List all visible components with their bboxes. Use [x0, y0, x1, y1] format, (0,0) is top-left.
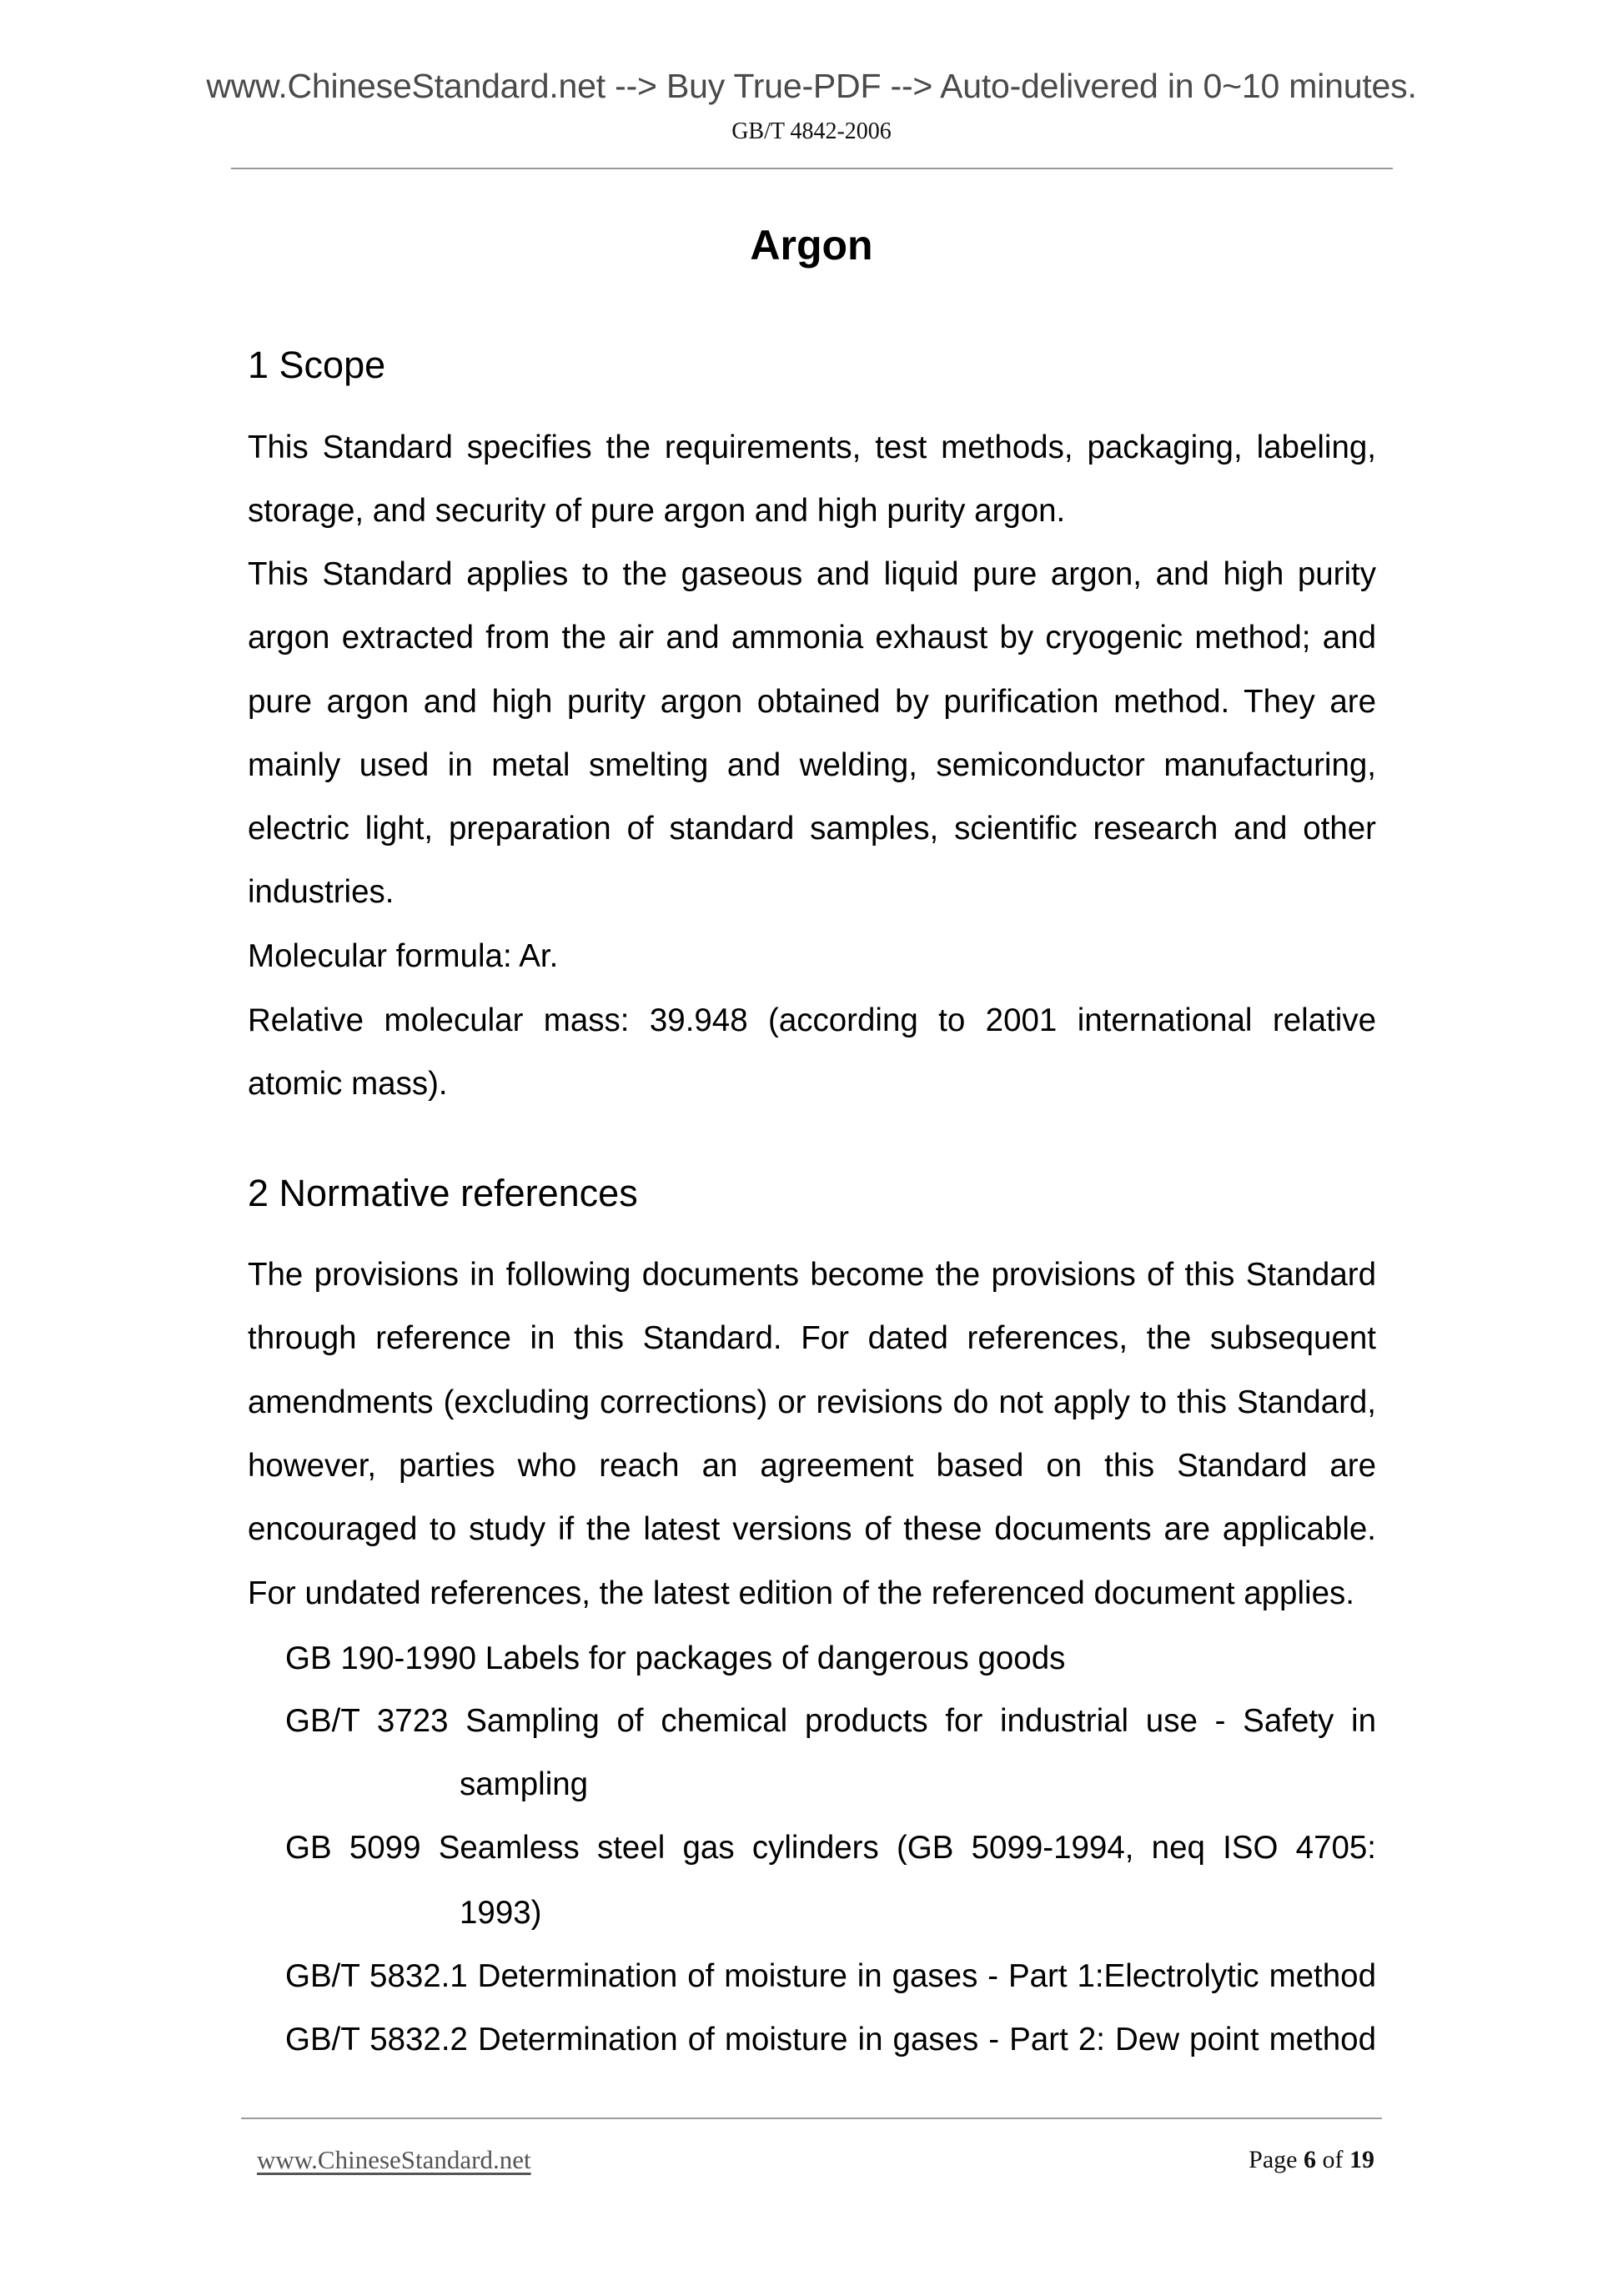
reference-item-gb5099-cont: 1993): [460, 1895, 542, 1931]
reference-item-gbt5832-1: GB/T 5832.1 Determination of moisture in gases - Part 1:Electrolytic method: [285, 1958, 1376, 1994]
scope-line: electric light, preparation of standard samples, scientific research and other: [248, 811, 1376, 847]
references-intro-line: amendments (excluding corrections) or revisions do not apply to this Standard,: [248, 1384, 1376, 1420]
references-intro-line: For undated references, the latest edition of the referenced document applies.: [248, 1575, 1354, 1611]
scope-line: argon extracted from the air and ammonia exhaust by cryogenic method; and: [248, 620, 1376, 656]
reference-item-gbt3723-cont: sampling: [460, 1766, 589, 1802]
scope-line: pure argon and high purity argon obtained by purification method. They are: [248, 684, 1376, 720]
scope-line: This Standard applies to the gaseous and liquid pure argon, and high purity: [248, 556, 1376, 592]
footer-website-link[interactable]: www.ChineseStandard.net: [257, 2145, 531, 2174]
references-intro-line: however, parties who reach an agreement based on this Standard are: [248, 1448, 1376, 1484]
promo-banner: www.ChineseStandard.net --> Buy True-PDF --> Auto-delivered in 0~10 minutes.: [206, 67, 1417, 105]
references-intro-line: The provisions in following documents become the provisions of this Standard: [248, 1257, 1376, 1293]
section-heading-scope: 1 Scope: [248, 344, 386, 386]
reference-item-gb5099: GB 5099 Seamless steel gas cylinders (GB 5099-1994, neq ISO 4705:: [285, 1830, 1376, 1866]
footer-rule: [241, 2118, 1382, 2119]
relative-molecular-mass-cont: atomic mass).: [248, 1066, 448, 1102]
scope-line: This Standard specifies the requirements, test methods, packaging, labeling,: [248, 430, 1376, 465]
reference-item-gbt3723: GB/T 3723 Sampling of chemical products for industrial use - Safety in: [285, 1703, 1376, 1739]
scope-line: storage, and security of pure argon and high purity argon.: [248, 493, 1066, 529]
molecular-formula: Molecular formula: Ar.: [248, 938, 559, 974]
page-label: Page: [1249, 2146, 1298, 2173]
document-number: GB/T 4842-2006: [731, 118, 892, 144]
scope-line: industries.: [248, 874, 394, 910]
reference-item-gb190: GB 190-1990 Labels for packages of dangerous goods: [285, 1640, 1066, 1676]
page-current: 6: [1304, 2146, 1316, 2173]
section-heading-normative-references: 2 Normative references: [248, 1172, 638, 1214]
references-intro-line: encouraged to study if the latest versions of these documents are applicable.: [248, 1511, 1376, 1547]
reference-item-gbt5832-2: GB/T 5832.2 Determination of moisture in gases - Part 2: Dew point method: [285, 2022, 1376, 2057]
scope-line: mainly used in metal smelting and welding, semiconductor manufacturing,: [248, 747, 1376, 783]
page-title: Argon: [750, 222, 873, 269]
page-total: 19: [1349, 2146, 1374, 2173]
page-of-label: of: [1322, 2146, 1344, 2173]
relative-molecular-mass: Relative molecular mass: 39.948 (according to 2001 international relative: [248, 1002, 1376, 1038]
references-intro-line: through reference in this Standard. For dated references, the subsequent: [248, 1320, 1376, 1356]
header-rule: [231, 168, 1393, 169]
page-indicator: [1249, 2145, 1374, 2175]
